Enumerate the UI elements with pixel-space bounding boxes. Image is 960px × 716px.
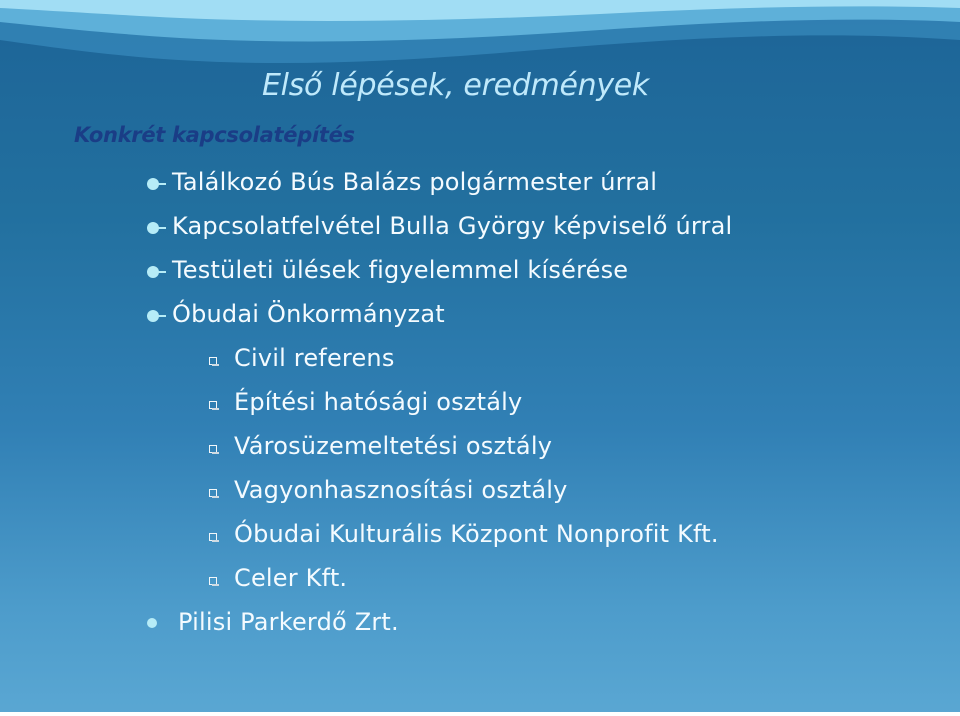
list-item xyxy=(0,248,960,292)
round-bullet-icon xyxy=(147,178,159,190)
list-item-text: Testületi ülések figyelemmel kísérése xyxy=(172,256,629,284)
square-checkbox-bullet-icon xyxy=(209,357,217,365)
list-subitem-text: Civil referens xyxy=(234,344,395,372)
square-checkbox-bullet-icon xyxy=(209,489,217,497)
list-item-text: Pilisi Parkerdő Zrt. xyxy=(178,608,399,636)
list-item xyxy=(0,292,960,336)
round-bullet-icon xyxy=(147,310,159,322)
list-item xyxy=(0,204,960,248)
list-subitem xyxy=(0,512,960,556)
slide-subtitle: Konkrét kapcsolatépítés xyxy=(74,123,355,147)
square-checkbox-bullet-icon xyxy=(209,401,217,409)
square-checkbox-bullet-icon xyxy=(209,577,217,585)
list-subitem xyxy=(0,380,960,424)
list-item xyxy=(0,160,960,204)
list-item-text: Kapcsolatfelvétel Bulla György képviselő úrral xyxy=(172,212,733,240)
list-subitem-text: Építési hatósági osztály xyxy=(234,388,523,416)
list-item-text: Találkozó Bús Balázs polgármester úrral xyxy=(172,168,658,196)
list-subitem xyxy=(0,424,960,468)
round-bullet-icon xyxy=(147,222,159,234)
list-subitem-text: Celer Kft. xyxy=(234,564,348,592)
list-subitem-text: Városüzemeltetési osztály xyxy=(234,432,553,460)
list-subitem xyxy=(0,556,960,600)
round-bullet-icon xyxy=(147,618,157,628)
list-subitem-text: Óbudai Kulturális Központ Nonprofit Kft. xyxy=(234,520,719,548)
square-checkbox-bullet-icon xyxy=(209,533,217,541)
bullet-list xyxy=(0,160,960,644)
slide-title: Első lépések, eredmények xyxy=(262,68,650,103)
round-bullet-icon xyxy=(147,266,159,278)
list-item-text: Óbudai Önkormányzat xyxy=(172,300,445,328)
square-checkbox-bullet-icon xyxy=(209,445,217,453)
list-item xyxy=(0,600,960,644)
list-subitem-text: Vagyonhasznosítási osztály xyxy=(234,476,568,504)
list-subitem xyxy=(0,468,960,512)
list-subitem xyxy=(0,336,960,380)
bottom-border xyxy=(0,712,960,716)
